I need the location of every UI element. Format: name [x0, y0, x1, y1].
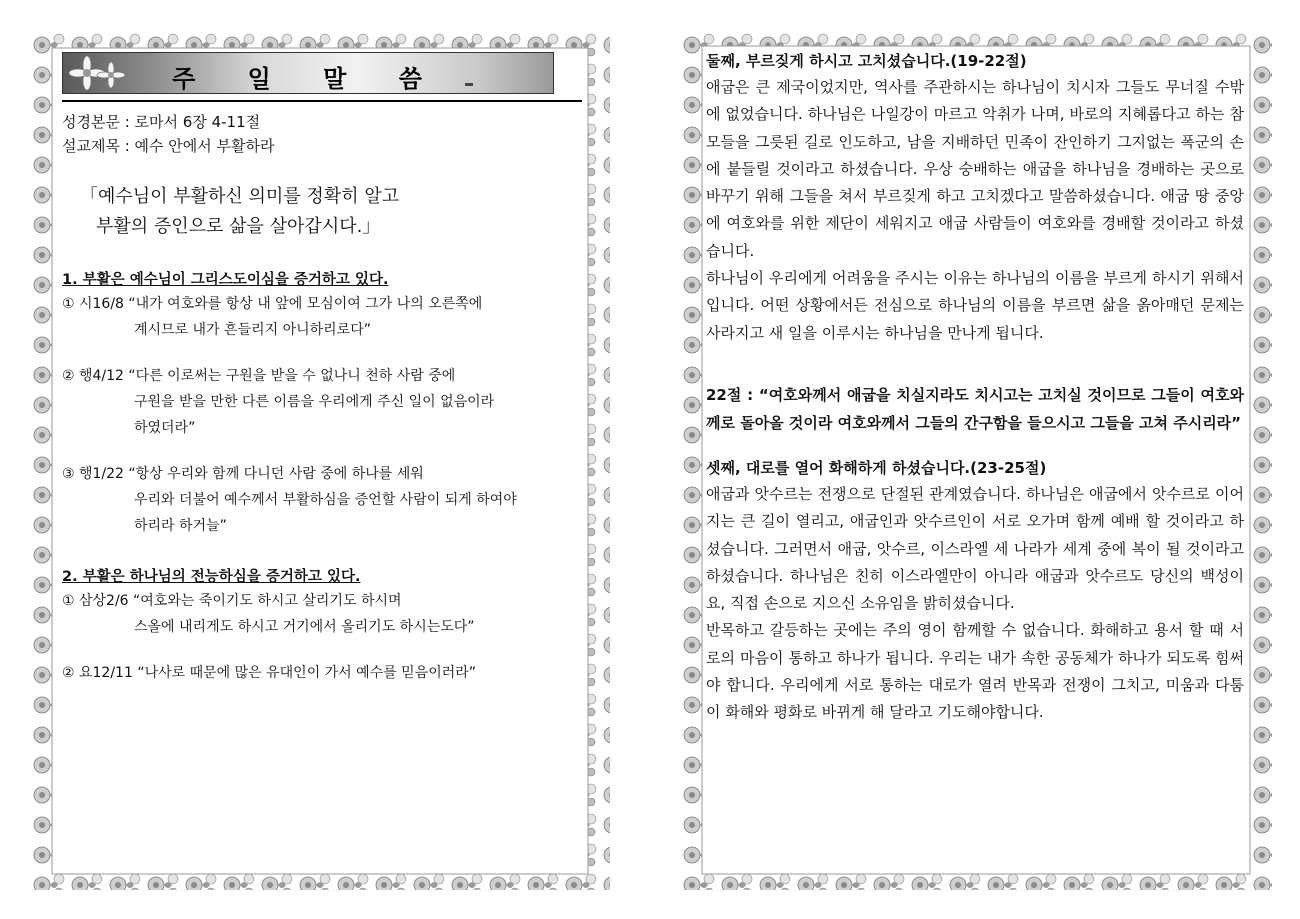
- left-page: [30, 30, 610, 890]
- sermon-title: 설교제목 : 예수 안에서 부활하라: [62, 137, 275, 155]
- section-2: [62, 565, 582, 686]
- verse-line: ③ 행1/22 “항상 우리와 함께 다니던 사람 중에 하나를 세워: [62, 466, 424, 482]
- section-heading: 1. 부활은 예수님이 그리스도이심을 증거하고 있다.: [62, 272, 389, 288]
- point-2-heading: 둘째, 부르짖게 하시고 고치셨습니다.(19-22절): [706, 52, 1027, 70]
- section-heading: 2. 부활은 하나님의 전능하심을 증거하고 있다.: [62, 569, 361, 585]
- right-page: [680, 30, 1272, 890]
- paragraph: 하나님이 우리에게 어려움을 주시는 이유는 하나님의 이름을 부르게 하시기 위해서입니다. 어떤 상황에서든 전심으로 하나님의 이름을 부르면 삶을 옭아매던 문제는 사라지고 새 일을 이루시는 하나님을 만나게 됩니다.: [706, 269, 1244, 342]
- quote-line-2: 부활의 증인으로 삶을 살아갑시다.」: [96, 216, 381, 237]
- list-item: [62, 291, 582, 343]
- verse-line: ② 행4/12 “다른 이로써는 구원을 받을 수 없나니 천하 사람 중에: [62, 368, 456, 384]
- key-verse: 22절 : “여호와께서 애굽을 치실지라도 치시고는 고치실 것이므로 그들이 여호와께로 돌아올 것이라 여호와께서 그들의 간구함을 들으시고 그들을 고쳐 주시리라”: [706, 385, 1244, 432]
- section-1: [62, 268, 582, 539]
- title-rule: [62, 100, 582, 102]
- list-item: [62, 588, 582, 640]
- list-item: [62, 660, 582, 686]
- page-title: 주 일 말 씀: [172, 65, 444, 93]
- banner-dash: [465, 83, 473, 86]
- point-3-heading: 셋째, 대로를 열어 화해하게 하셨습니다.(23-25절): [706, 458, 1047, 477]
- list-item: [62, 461, 582, 539]
- left-content: [62, 52, 582, 686]
- verse-line: ② 요12/11 “나사로 때문에 많은 유대인이 가서 예수를 믿음이러라”: [62, 665, 477, 681]
- verse-line: 스올에 내리게도 하시고 거기에서 올리기도 하시는도다”: [134, 619, 475, 635]
- verse-line: 하였더라”: [134, 420, 196, 436]
- verse-line: 하리라 하거늘”: [134, 518, 227, 534]
- title-banner: [62, 52, 554, 94]
- key-quote: [80, 182, 582, 242]
- paragraph: 반목하고 갈등하는 곳에는 주의 영이 함께할 수 없습니다. 화해하고 용서 할 때 서로의 마음이 통하고 하나가 됩니다. 우리는 내가 속한 공동체가 하나가 되도록 힘써야 합니다. 우리에게 서로 통하는 대로가 열려 반목과 전쟁이 그치고, 미움과 다툼이 화해와 평화로 바뀌게 해 달라고 기도해야합니다.: [706, 621, 1244, 722]
- paragraph: 애굽과 앗수르는 전쟁으로 단절된 관계였습니다. 하나님은 애굽에서 앗수르로 이어지는 큰 길이 열리고, 애굽인과 앗수르인이 서로 오가며 함께 예배 할 것이라고 하셨습니다. 그러면서 애굽, 앗수르, 이스라엘 세 나라가 세계 중에 복이 될 것이라고 하셨습니다. 하나님은 친히 이스라엘만이 아니라 애굽과 앗수르도 당신의 백성이요, 직접 손으로 지으신 소유임을 밝히셨습니다.: [706, 484, 1244, 613]
- right-content: [706, 48, 1244, 727]
- verse-line: 구원을 받을 만한 다른 이름을 우리에게 주신 일이 없음이라: [134, 394, 495, 410]
- scripture-reference: 성경본문 : 로마서 6장 4-11절: [62, 113, 261, 131]
- paragraph: 애굽은 큰 제국이었지만, 역사를 주관하시는 하나님이 치시자 그들도 무너질 수밖에 없었습니다. 하나님은 나일강이 마르고 악취가 나며, 바로의 지혜롭다고 하는 참모들을 그릇된 길로 인도하고, 남을 지배하던 민족이 잔인하기 그지없는 폭군의 손에 붙들릴 것이라고 하셨습니다. 우상 숭배하는 애굽을 하나님을 경배하는 곳으로 바꾸기 위해 그들을 쳐서 부르짖게 하고 고치겠다고 말씀하셨습니다. 애굽 땅 중앙에 여호와를 위한 제단이 세워지고 애굽 사람들이 여호와를 경배할 것이라고 하셨습니다.: [706, 78, 1244, 260]
- verse-line: ① 시16/8 “내가 여호와를 항상 내 앞에 모심이여 그가 나의 오른쪽에: [62, 296, 483, 312]
- verse-line: ① 삼상2/6 “여호와는 죽이기도 하시고 살리기도 하시며: [62, 593, 402, 609]
- quote-line-1: 「예수님이 부활하신 의미를 정확히 알고: [80, 186, 400, 207]
- verse-line: 우리와 더불어 예수께서 부활하심을 증언할 사람이 되게 하여야: [134, 492, 517, 508]
- verse-line: 계시므로 내가 흔들리지 아니하리로다”: [134, 322, 371, 338]
- list-item: [62, 363, 582, 441]
